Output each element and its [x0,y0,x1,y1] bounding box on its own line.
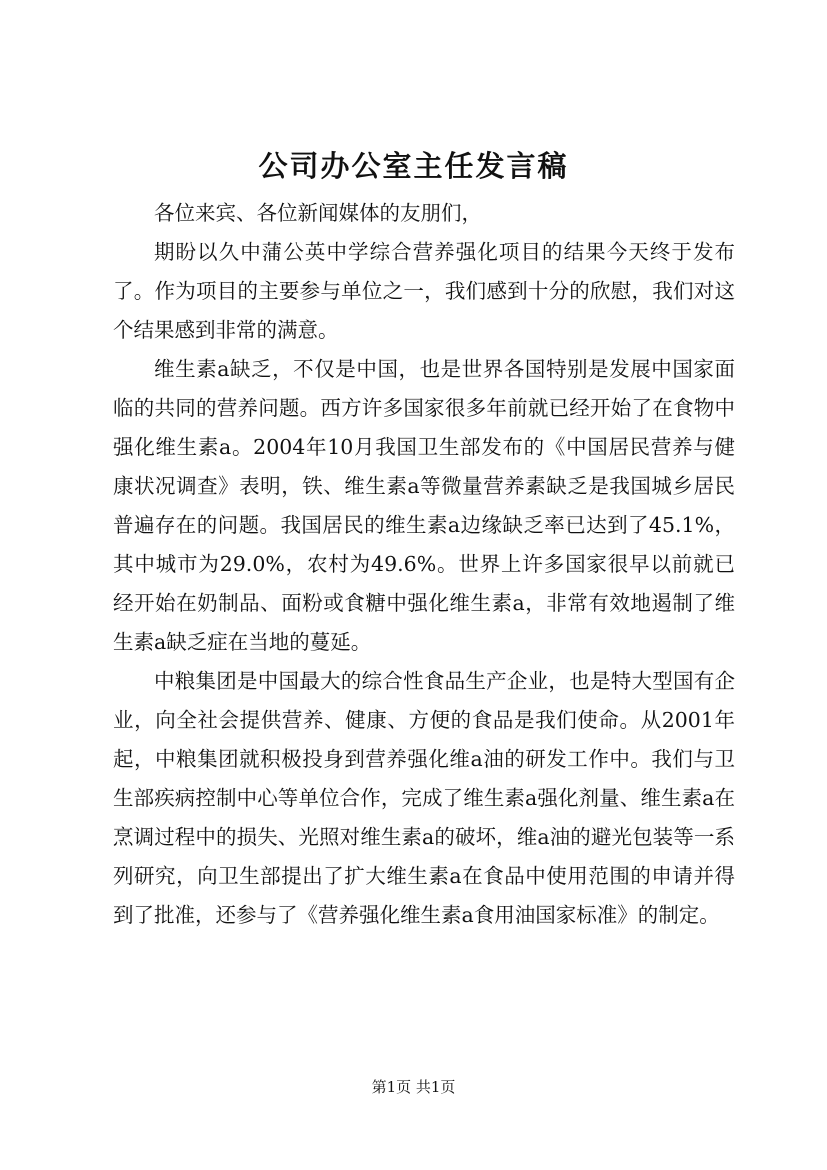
paragraph-salutation: 各位来宾、各位新闻媒体的友朋们， [154,201,482,225]
paragraph-2: 维生素a缺乏，不仅是中国，也是世界各国特别是发展中国家面临的共同的营养问题。西方许多国家很多年前就已经开始了在食物中强化维生素a。2004年10月我国卫生部发布的《中国居民营养与健康状况调查》表明，铁、维生素a等微量营养素缺乏是我国城乡居民普遍存在的问题。我国居民的维生素a边缘缺乏率已达到了45.1%，其中城市为29.0%，农村为49.6%。世界上许多国家很早以前就已经开始在奶制品、面粉或食糖中强化维生素a，非常有效地遏制了维生素a缺乏症在当地的蔓延。 [113,357,735,654]
document-title: 公司办公室主任发言稿 [258,149,569,183]
paragraph-1: 期盼以久中蒲公英中学综合营养强化项目的结果今天终于发布了。作为项目的主要参与单位之一，我们感到十分的欣慰，我们对这个结果感到非常的满意。 [113,240,735,342]
paragraph-3: 中粮集团是中国最大的综合性食品生产企业，也是特大型国有企业，向全社会提供营养、健康、方便的食品是我们使命。从2001年起，中粮集团就积极投身到营养强化维a油的研发工作中。我们与卫生部疾病控制中心等单位合作，完成了维生素a强化剂量、维生素a在烹调过程中的损失、光照对维生素a的破坏，维a油的避光包装等一系列研究，向卫生部提出了扩大维生素a在食品中使用范围的申请并得到了批准，还参与了《营养强化维生素a食用油国家标准》的制定。 [113,669,735,927]
page-footer: 第1页 共1页 [371,1078,456,1096]
document-body [113,194,735,935]
